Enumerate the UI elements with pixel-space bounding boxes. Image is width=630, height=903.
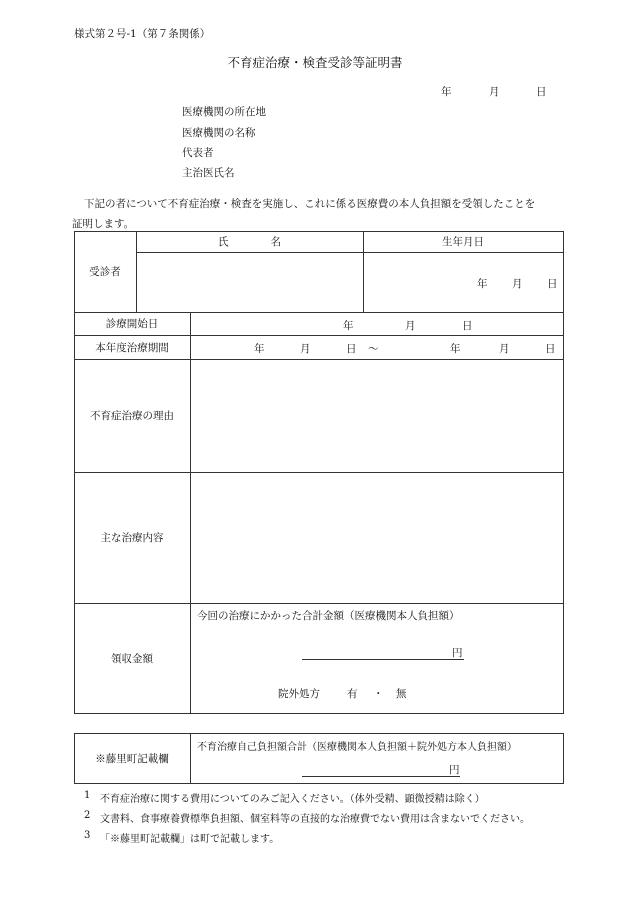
town-amount-field[interactable] xyxy=(302,762,460,777)
page-title: 不育症治療・検査受診等証明書 xyxy=(227,55,403,70)
birth-day: 日 xyxy=(547,278,558,290)
patient-label: 受診者 xyxy=(89,266,121,278)
treatment-period-label: 本年度治療期間 xyxy=(95,341,169,354)
issue-date-day: 日 xyxy=(536,86,547,98)
outside-prescription-yes[interactable]: 有 xyxy=(347,688,358,700)
institution-name-label: 医療機関の名称 xyxy=(182,127,256,139)
form-number: 様式第２号-1（第７条関係） xyxy=(74,28,211,40)
patient-name-field[interactable] xyxy=(137,253,362,311)
start-date-label: 診療開始日 xyxy=(105,318,159,330)
treatment-content-field[interactable] xyxy=(191,473,562,602)
period-to-year: 年 xyxy=(450,343,461,355)
statement-line-2: 証明します。 xyxy=(72,218,135,230)
start-month: 月 xyxy=(405,320,416,332)
period-separator: ～ xyxy=(368,343,379,355)
town-entry-description: 不育治療自己負担額合計（医療機関本人負担額＋院外処方本人負担額） xyxy=(197,742,517,753)
issue-date-month: 月 xyxy=(489,86,500,98)
reason-field[interactable] xyxy=(191,360,562,471)
statement-line-1: 下記の者について不育症治療・検査を実施し、これに係る医療費の本人負担額を受領したことを xyxy=(84,198,536,210)
period-to-day: 日 xyxy=(545,343,556,355)
note-2-text: 文書料、食事療養費標準負担額、個室料等の直接的な治療費でない費用は含まないでください。 xyxy=(100,814,530,825)
note-3-number: 3 xyxy=(84,830,91,841)
birth-date-header: 生年月日 xyxy=(442,236,484,248)
start-date-field[interactable] xyxy=(191,313,562,334)
doctor-name-label: 主治医氏名 xyxy=(182,167,235,179)
birth-month: 月 xyxy=(512,278,523,290)
receipt-yen: 円 xyxy=(452,647,463,659)
institution-address-label: 医療機関の所在地 xyxy=(182,106,266,118)
receipt-description: 今回の治療にかかった合計金額（医療機関本人負担額） xyxy=(197,610,460,622)
reason-label: 不育症治療の理由 xyxy=(90,410,174,422)
note-2-number: 2 xyxy=(84,810,91,821)
outside-prescription-dot: ・ xyxy=(373,688,384,700)
issue-date-year: 年 xyxy=(441,86,452,98)
note-3-text: 「※藤里町記載欄」は町で記載します。 xyxy=(100,834,280,845)
treatment-content-label: 主な治療内容 xyxy=(100,532,164,544)
name-header: 氏 名 xyxy=(218,236,281,248)
receipt-amount-label: 領収金額 xyxy=(111,652,153,665)
birth-year: 年 xyxy=(477,278,488,290)
note-1-number: 1 xyxy=(84,790,91,801)
start-day: 日 xyxy=(462,320,473,332)
period-from-month: 月 xyxy=(300,343,311,355)
period-from-year: 年 xyxy=(254,343,265,355)
birth-date-field[interactable] xyxy=(364,253,562,311)
outside-prescription-no[interactable]: 無 xyxy=(396,688,407,700)
town-entry-label: ※藤里町記載欄 xyxy=(95,752,169,765)
town-yen: 円 xyxy=(449,764,460,776)
note-1-text: 不育症治療に関する費用についてのみご記入ください。（体外受精、顕微授精は除く） xyxy=(100,794,485,805)
period-to-month: 月 xyxy=(499,343,510,355)
receipt-amount-field[interactable] xyxy=(302,645,464,660)
start-year: 年 xyxy=(343,320,354,332)
outside-prescription-label: 院外処方 xyxy=(278,688,320,700)
period-from-day: 日 xyxy=(346,343,357,355)
representative-label: 代表者 xyxy=(182,147,214,159)
